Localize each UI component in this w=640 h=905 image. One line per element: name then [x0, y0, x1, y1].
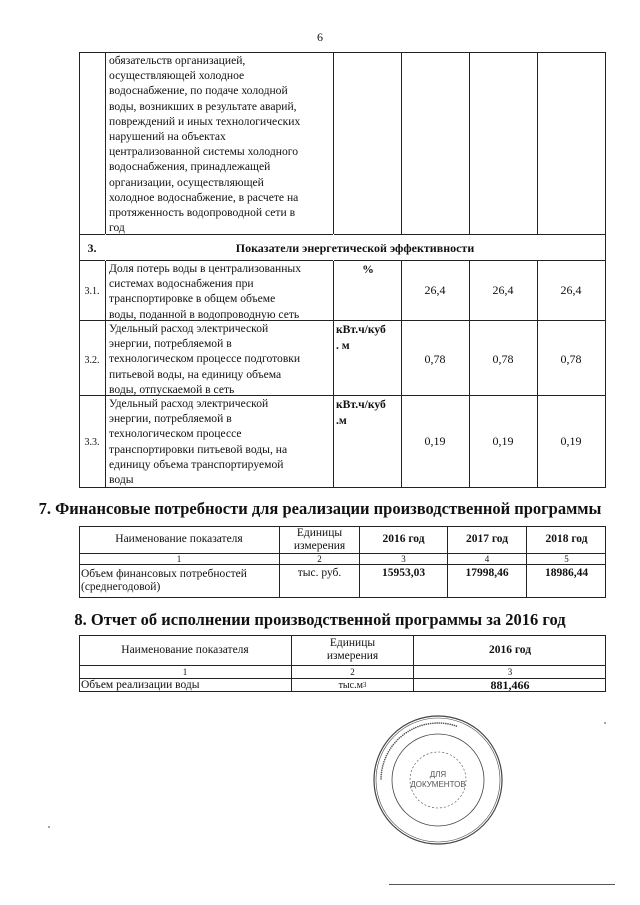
- value-2017: 17998,46: [465, 566, 509, 579]
- value-2018: 0,19: [560, 434, 582, 448]
- table-rule: [105, 52, 106, 488]
- value-2018: 0,78: [560, 352, 582, 366]
- value-2018: 18986,44: [544, 566, 589, 579]
- footer-rule: [389, 884, 615, 885]
- col-number: 5: [564, 553, 569, 564]
- indicator-name: Удельный расход электрической энергии, потребляемой в технологическом процессе транспортировки питьевой воды, на единицу объема транспортируемой воды: [109, 397, 288, 487]
- indicator-name: Доля потерь воды в централизованных системах водоснабжения при транспортировке в общем объеме воды, поданной в водопроводную сеть: [109, 262, 301, 321]
- col-number: 1: [182, 666, 188, 677]
- value-2017: 0,19: [492, 434, 514, 448]
- page-number: 6: [317, 30, 323, 44]
- col-number: 1: [176, 553, 182, 564]
- row-name: Объем финансовых потребностей (среднегодовой): [81, 568, 247, 593]
- indicators-table: [79, 52, 606, 488]
- table-rule: [333, 52, 334, 488]
- unit: кВт.ч/куб .м: [336, 398, 386, 427]
- section-number: 3.: [87, 241, 97, 255]
- section-title: Показатели энергетической эффективности: [235, 241, 475, 255]
- col-header-2018: 2018 год: [545, 533, 588, 545]
- indicator-name: Удельный расход электрической энергии, потребляемой в технологическом процессе подготовки питьевой воды, на единицу объема воды, отпускаемой в сеть: [109, 322, 301, 396]
- section8-title: 8. Отчет об исполнении производственной программы за 2016 год: [74, 610, 566, 629]
- value-2017: 0,78: [492, 352, 514, 366]
- col-header-unit: Единицы измерения: [293, 526, 346, 552]
- section7-title: 7. Финансовые потребности для реализации производственной программы: [38, 499, 602, 518]
- col-header-2016: 2016 год: [382, 533, 425, 545]
- col-number: 3: [507, 666, 513, 677]
- col-header-unit: Единицы измерения: [326, 637, 379, 662]
- unit: кВт.ч/куб . м: [336, 323, 386, 352]
- row-number: 3.3.: [84, 437, 100, 448]
- row-value: 881,466: [490, 678, 530, 692]
- col-number: 2: [317, 553, 322, 564]
- program-report-table: [79, 635, 606, 692]
- official-seal: [370, 712, 506, 848]
- col-number: 3: [401, 553, 406, 564]
- financial-needs-table: [79, 526, 606, 598]
- col-header-name: Наименование показателя: [121, 643, 249, 656]
- svg-text:••••••••••••••••••••••••••••••: ••••••••••••••••••••••••••••••••••••••••••••••••••: [378, 720, 459, 781]
- table-rule: [79, 52, 80, 488]
- unit: %: [362, 263, 374, 276]
- scan-speck: [48, 826, 50, 828]
- value-2016: 0,19: [424, 434, 446, 448]
- seal-inner-text: ДЛЯ ДОКУМЕНТОВ: [410, 770, 466, 789]
- table-rule: [605, 52, 606, 488]
- row-name: Объем реализации воды: [81, 679, 200, 691]
- continued-indicator-text: обязательств организацией, осуществляющей холодное водоснабжение, по подаче холодной воды, возникших в результате аварий, повреждений и иных технологических нарушений на объектах централизованной системы холодного водоснабжения, принадлежащей организации, осуществляющей холодное водоснабжение, в расчете на протяженность водопроводной сети в год: [109, 54, 301, 235]
- table-rule: [537, 52, 538, 235]
- col-number: 2: [350, 666, 355, 677]
- col-header-2016: 2016 год: [488, 643, 532, 656]
- row-unit: тыс. руб.: [297, 566, 342, 579]
- row-number: 3.2.: [84, 355, 100, 366]
- value-2017: 26,4: [492, 283, 514, 297]
- value-2016: 0,78: [424, 352, 446, 366]
- value-2016: 26,4: [424, 283, 446, 297]
- col-header-name: Наименование показателя: [115, 533, 243, 545]
- value-2018: 26,4: [560, 283, 582, 297]
- col-number: 4: [484, 553, 490, 564]
- col-header-2017: 2017 год: [465, 533, 509, 545]
- scan-speck: [604, 722, 606, 724]
- row-number: 3.1.: [84, 286, 100, 297]
- value-2016: 15953,03: [381, 566, 426, 579]
- table-rule: [401, 52, 402, 235]
- table-rule: [469, 52, 470, 235]
- row-unit: тыс.м 3: [338, 680, 367, 691]
